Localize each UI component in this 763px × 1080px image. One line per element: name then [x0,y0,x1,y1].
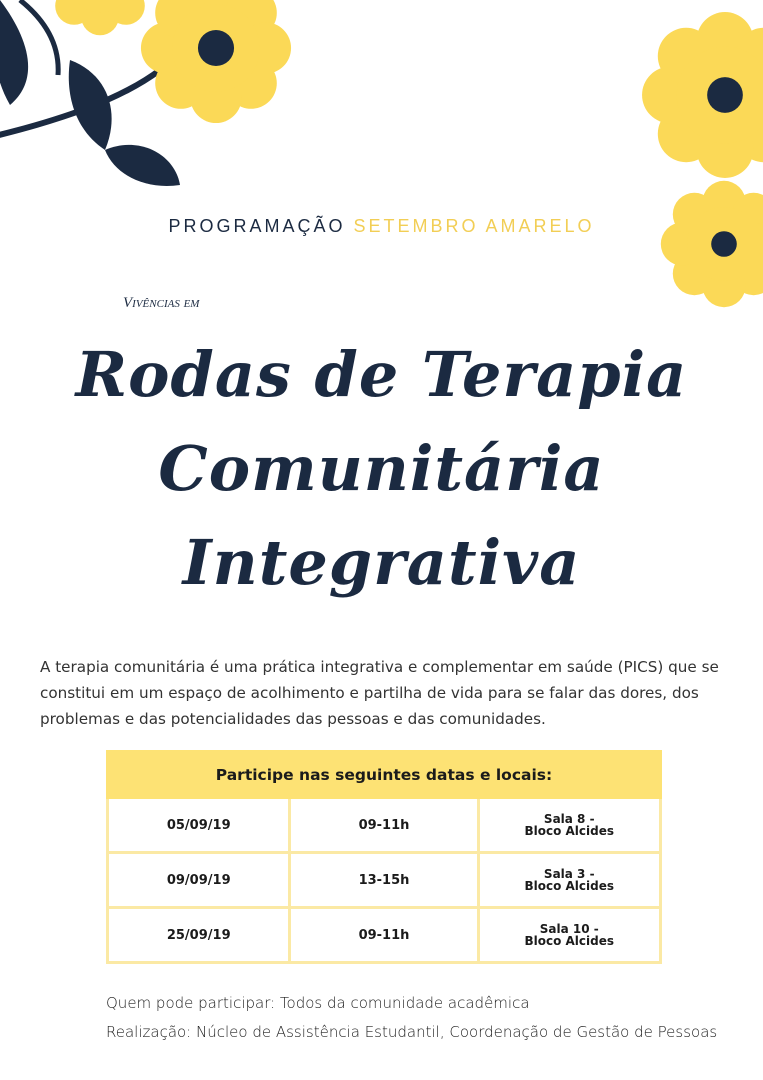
flower-icon [45,0,156,35]
footer-info [106,989,717,1047]
place-building: Bloco Alcides [524,824,615,838]
time-cell: 09-11h [290,798,478,853]
flower-icon [141,0,291,123]
date-cell: 05/09/19 [108,798,290,853]
decorative-flowers [0,0,763,320]
schedule-heading: Participe nas seguintes datas e locais: [108,752,661,798]
time-cell: 09-11h [290,908,478,963]
kicker-main: PROGRAMAÇÃO [168,216,346,236]
pre-title: Vivências em [123,295,200,311]
date-cell: 25/09/19 [108,908,290,963]
flower-icon [642,12,763,178]
page-title [0,328,763,610]
event-kicker [0,216,763,237]
kicker-accent: SETEMBRO AMARELO [353,216,595,236]
place-cell [478,908,661,963]
title-line: Rodas de Terapia [75,338,688,411]
date-cell: 09/09/19 [108,853,290,908]
time-cell: 13-15h [290,853,478,908]
place-cell [478,853,661,908]
place-room: Sala 3 - [543,867,595,881]
schedule-table [106,750,662,964]
title-line: Integrativa [182,526,581,599]
audience-line: Quem pode participar: Todos da comunidade acadêmica [106,994,530,1012]
flower-icon [661,181,763,307]
place-room: Sala 10 - [539,922,599,936]
table-row [108,908,661,963]
title-line: Comunitária [158,432,605,505]
organizer-line: Realização: Núcleo de Assistência Estudantil, Coordenação de Gestão de Pessoas [106,1023,718,1041]
table-row [108,853,661,908]
place-building: Bloco Alcides [524,934,615,948]
description-paragraph: A terapia comunitária é uma prática integrativa e complementar em saúde (PICS) que se constitui em um espaço de acolhimento e partilha de vida para se falar das dores, dos problemas e das potencialidades das pessoas e das comunidades. [40,658,719,728]
place-room: Sala 8 - [543,812,595,826]
place-cell [478,798,661,853]
table-row [108,798,661,853]
place-building: Bloco Alcides [524,879,615,893]
